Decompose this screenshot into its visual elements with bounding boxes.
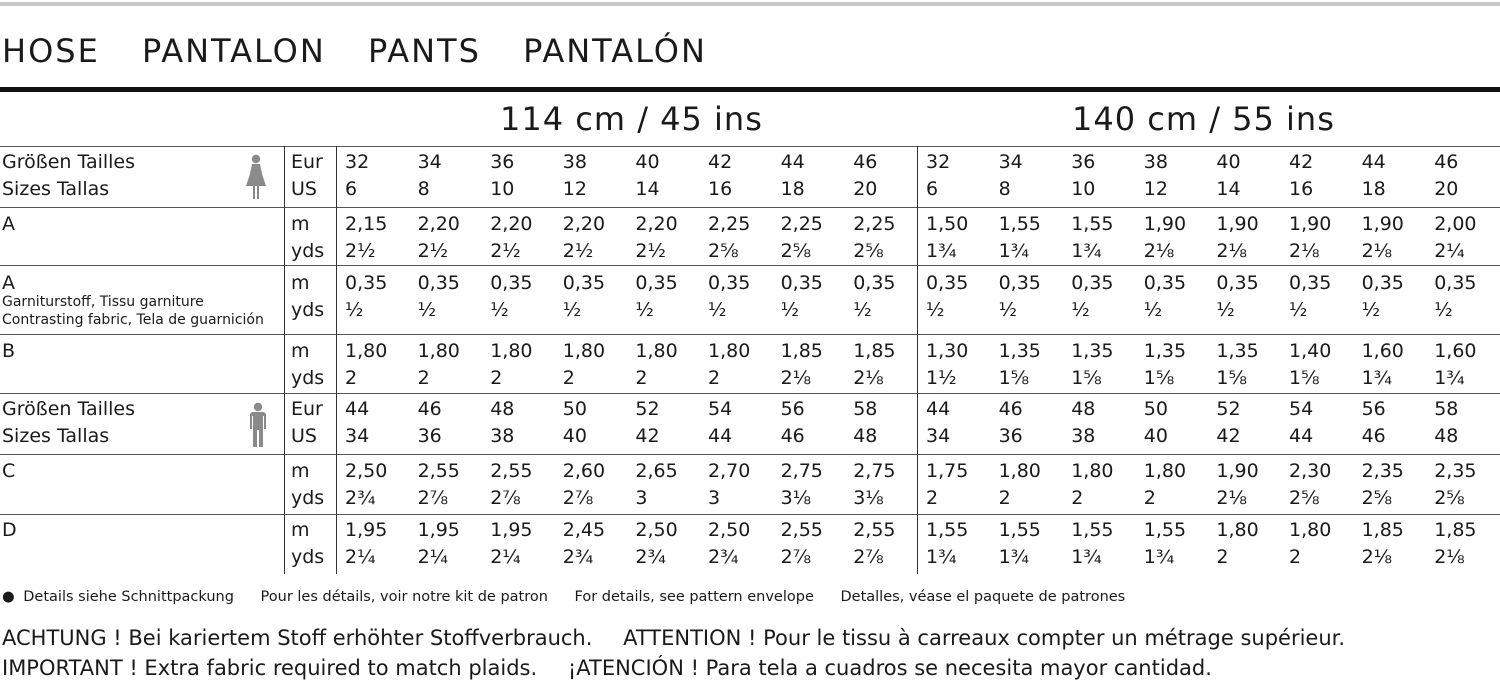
table-cell: 1,90	[1361, 213, 1404, 235]
note-de: Details siehe Schnittpackung	[23, 589, 234, 605]
table-cell: 12	[1143, 178, 1168, 200]
table-cell: 40	[562, 425, 587, 447]
table-cell: 1,85	[853, 340, 896, 362]
table-cell: 1¾	[1361, 367, 1393, 389]
table-cell: 1¾	[998, 240, 1030, 262]
row-divider	[0, 454, 1500, 455]
table-cell: 2,35	[1361, 460, 1404, 482]
table-cell: 16	[708, 178, 733, 200]
table-cell: 2⅛	[1361, 546, 1393, 568]
table-cell: 0,35	[1143, 272, 1187, 294]
table-cell: ½	[417, 299, 437, 321]
table-cell: 1,80	[562, 340, 606, 362]
table-cell: 2¾	[635, 546, 666, 568]
woman-figure-icon	[245, 154, 267, 200]
table-cell: 2,55	[417, 460, 460, 482]
table-cell: 0,35	[345, 272, 388, 294]
table-cell: 1¾	[1434, 367, 1465, 389]
table-cell: 1¾	[998, 546, 1030, 568]
table-cell: 1,35	[1216, 340, 1259, 362]
table-cell: ½	[853, 299, 872, 321]
table-cell: 2¼	[1434, 240, 1465, 262]
table-cell: 2¾	[345, 487, 376, 509]
table-cell: 1,95	[417, 519, 460, 541]
table-cell: 18	[1361, 178, 1386, 200]
table-cell: 3	[708, 487, 721, 509]
man-figure-icon	[248, 402, 268, 448]
table-cell: 2⅛	[853, 367, 884, 389]
table-cell: 1⅝	[998, 367, 1030, 389]
table-cell: 0,35	[780, 272, 823, 294]
table-cell: 2	[345, 367, 358, 389]
note-es: Detalles, véase el paquete de patrones	[840, 589, 1126, 605]
table-cell: 54	[708, 398, 733, 420]
table-cell: 0,35	[1361, 272, 1404, 294]
details-note	[2, 589, 1147, 605]
table-cell: 2,15	[345, 213, 388, 235]
table-cell: 2,60	[562, 460, 606, 482]
table-cell: 2,20	[490, 213, 533, 235]
table-cell: 1,90	[1216, 460, 1259, 482]
table-cell: 2	[562, 367, 575, 389]
table-cell: 1,80	[490, 340, 533, 362]
table-cell: ½	[1143, 299, 1163, 321]
table-cell: 54	[1289, 398, 1314, 420]
table-cell: 2⅝	[708, 240, 739, 262]
table-cell: 1,80	[1071, 460, 1114, 482]
plaid-warning-line-1	[2, 626, 1369, 650]
table-cell: 34	[998, 151, 1023, 173]
table-cell: 1,80	[708, 340, 751, 362]
table-cell: 48	[490, 398, 515, 420]
table-cell: 2,20	[562, 213, 606, 235]
table-cell: 0,35	[708, 272, 751, 294]
table-cell: 2½	[490, 240, 521, 262]
table-cell: 34	[926, 425, 951, 447]
women-unit-eur: Eur	[291, 151, 323, 173]
table-cell: 0,35	[417, 272, 460, 294]
table-cell: 58	[853, 398, 878, 420]
row-divider	[0, 334, 1500, 335]
table-cell: 0,35	[853, 272, 896, 294]
table-cell: 2,75	[853, 460, 896, 482]
table-cell: 1,55	[1143, 519, 1187, 541]
table-cell: 46	[1361, 425, 1386, 447]
table-cell: 1,35	[1071, 340, 1114, 362]
table-cell: 2½	[635, 240, 666, 262]
table-cell: 42	[708, 151, 733, 173]
table-cell: ½	[708, 299, 727, 321]
row-divider	[0, 146, 1500, 147]
unit-m: m	[291, 519, 310, 541]
table-cell: 32	[926, 151, 951, 173]
view-b-label: B	[2, 340, 16, 362]
row-divider	[0, 514, 1500, 515]
note-en: For details, see pattern envelope	[574, 589, 814, 605]
unit-m: m	[291, 272, 310, 294]
row-divider	[0, 207, 1500, 208]
row-divider	[0, 393, 1500, 394]
table-cell: 8	[417, 178, 430, 200]
men-unit-eur: Eur	[291, 398, 323, 420]
column-divider-units	[336, 146, 337, 574]
table-cell: 32	[345, 151, 370, 173]
table-cell: 2,30	[1289, 460, 1332, 482]
table-cell: 2⅝	[1361, 487, 1393, 509]
table-cell: 44	[345, 398, 370, 420]
table-cell: 2	[998, 487, 1011, 509]
table-cell: 2⅛	[1216, 487, 1247, 509]
table-cell: 38	[490, 425, 515, 447]
table-cell: 2,00	[1434, 213, 1477, 235]
table-cell: 44	[1361, 151, 1386, 173]
table-cell: 48	[1071, 398, 1096, 420]
table-cell: 2⅛	[1289, 240, 1320, 262]
table-cell: 34	[345, 425, 370, 447]
table-cell: 2,50	[345, 460, 388, 482]
table-cell: 18	[780, 178, 805, 200]
table-cell: 48	[1434, 425, 1459, 447]
table-cell: 0,35	[562, 272, 606, 294]
table-cell: 2⅛	[1216, 240, 1247, 262]
women-size-label-en-es: Sizes Tallas	[2, 178, 110, 200]
view-a-label: A	[2, 213, 15, 235]
table-cell: 46	[780, 425, 805, 447]
table-cell: 1,80	[998, 460, 1041, 482]
table-cell: 2,20	[635, 213, 678, 235]
table-cell: 6	[926, 178, 939, 200]
unit-m: m	[291, 213, 310, 235]
contrast-sub-en-es: Contrasting fabric, Tela de guarnición	[2, 312, 264, 328]
table-cell: 2,25	[708, 213, 751, 235]
table-cell: 16	[1289, 178, 1314, 200]
warning-en: IMPORTANT ! Extra fabric required to match plaids.	[2, 656, 538, 680]
table-cell: 44	[708, 425, 733, 447]
table-cell: 2,55	[490, 460, 533, 482]
table-cell: 1,80	[345, 340, 388, 362]
table-cell: 36	[1071, 151, 1096, 173]
table-cell: 20	[1434, 178, 1459, 200]
table-cell: 2,35	[1434, 460, 1477, 482]
table-cell: 3⅛	[780, 487, 812, 509]
women-unit-us: US	[291, 178, 317, 200]
table-cell: ½	[345, 299, 364, 321]
table-cell: 1,90	[1289, 213, 1332, 235]
table-cell: 1¾	[1071, 240, 1102, 262]
table-cell: 1,80	[1216, 519, 1259, 541]
unit-yds: yds	[291, 240, 325, 262]
men-unit-us: US	[291, 425, 317, 447]
column-divider-labels	[284, 146, 285, 574]
table-cell: 1,80	[1289, 519, 1332, 541]
table-cell: 2,55	[780, 519, 823, 541]
note-fr: Pour les détails, voir notre kit de patron	[260, 589, 548, 605]
table-cell: 1,90	[1216, 213, 1259, 235]
table-cell: 2,25	[780, 213, 823, 235]
table-cell: 1,35	[1143, 340, 1187, 362]
table-cell: 2⅝	[1434, 487, 1465, 509]
view-a-contrast-label: A	[2, 272, 15, 294]
table-cell: 1⅝	[1289, 367, 1320, 389]
warning-fr: ATTENTION ! Pour le tissu à carreaux compter un métrage supérieur.	[623, 626, 1346, 650]
table-cell: ½	[926, 299, 945, 321]
title-en: PANTS	[367, 32, 481, 70]
table-cell: 1¾	[926, 240, 957, 262]
table-cell: 8	[998, 178, 1011, 200]
table-cell: 1¾	[926, 546, 957, 568]
table-cell: 1,80	[417, 340, 460, 362]
column-divider-widths	[917, 146, 918, 574]
table-cell: 1,50	[926, 213, 969, 235]
table-cell: 0,35	[490, 272, 533, 294]
table-cell: 2⅞	[562, 487, 594, 509]
table-cell: 38	[1071, 425, 1096, 447]
table-cell: 0,35	[998, 272, 1041, 294]
row-divider	[0, 265, 1500, 266]
table-cell: 40	[635, 151, 660, 173]
title-es: PANTALÓN	[523, 32, 707, 70]
width-header-114: 114 cm / 45 ins	[500, 100, 763, 138]
table-cell: 1,60	[1434, 340, 1477, 362]
table-cell: 1,85	[1434, 519, 1477, 541]
title-de: HOSE	[2, 32, 100, 70]
table-cell: 2	[708, 367, 721, 389]
table-cell: 50	[1143, 398, 1168, 420]
table-cell: 2⅝	[853, 240, 884, 262]
table-cell: 46	[417, 398, 442, 420]
table-cell: 2	[417, 367, 430, 389]
table-cell: 0,35	[1434, 272, 1477, 294]
table-cell: 10	[490, 178, 515, 200]
table-cell: 2⅞	[780, 546, 812, 568]
contrast-sub-de-fr: Garniturstoff, Tissu garniture	[2, 294, 204, 310]
table-cell: 1,60	[1361, 340, 1404, 362]
table-cell: 56	[780, 398, 805, 420]
table-cell: 2¼	[490, 546, 521, 568]
table-cell: ½	[1434, 299, 1453, 321]
table-cell: 2,50	[708, 519, 751, 541]
table-cell: 2½	[562, 240, 594, 262]
table-cell: 38	[1143, 151, 1168, 173]
table-cell: 14	[1216, 178, 1241, 200]
table-cell: 1,55	[1071, 519, 1114, 541]
table-cell: 12	[562, 178, 587, 200]
table-cell: 6	[345, 178, 358, 200]
table-cell: 1,95	[490, 519, 533, 541]
warning-es: ¡ATENCIÓN ! Para tela a cuadros se necesita mayor cantidad.	[567, 656, 1212, 680]
table-cell: 14	[635, 178, 660, 200]
table-cell: 2⅞	[853, 546, 884, 568]
unit-yds: yds	[291, 546, 325, 568]
table-cell: 40	[1143, 425, 1168, 447]
table-cell: 44	[926, 398, 951, 420]
table-cell: 1⅝	[1143, 367, 1175, 389]
table-cell: 1,55	[926, 519, 969, 541]
table-cell: ½	[562, 299, 582, 321]
table-cell: 2⅞	[417, 487, 449, 509]
table-cell: 36	[998, 425, 1023, 447]
table-cell: 46	[1434, 151, 1459, 173]
table-cell: 2⅝	[780, 240, 812, 262]
table-cell: 1,55	[1071, 213, 1114, 235]
table-cell: 2,45	[562, 519, 606, 541]
table-cell: 1,30	[926, 340, 969, 362]
table-cell: 48	[853, 425, 878, 447]
table-cell: 2,65	[635, 460, 678, 482]
view-d-label: D	[2, 519, 17, 541]
table-cell: 46	[853, 151, 878, 173]
table-cell: 2⅛	[1434, 546, 1465, 568]
table-cell: ½	[1071, 299, 1090, 321]
table-cell: 2¼	[417, 546, 449, 568]
unit-yds: yds	[291, 367, 325, 389]
table-cell: ½	[635, 299, 654, 321]
table-cell: 0,35	[1289, 272, 1332, 294]
men-size-label-de-fr: Größen Tailles	[2, 398, 136, 420]
table-cell: 56	[1361, 398, 1386, 420]
table-cell: 2⅛	[780, 367, 812, 389]
table-cell: 3⅛	[853, 487, 884, 509]
table-cell: 2,70	[708, 460, 751, 482]
table-cell: 2	[1289, 546, 1302, 568]
table-cell: 36	[490, 151, 515, 173]
table-cell: 20	[853, 178, 878, 200]
table-cell: 1¾	[1143, 546, 1175, 568]
table-cell: 2	[1071, 487, 1084, 509]
table-cell: 1,55	[998, 519, 1041, 541]
women-size-label-de-fr: Größen Tailles	[2, 151, 136, 173]
unit-m: m	[291, 340, 310, 362]
table-cell: ½	[1289, 299, 1308, 321]
table-cell: 46	[998, 398, 1023, 420]
table-cell: 2,55	[853, 519, 896, 541]
table-cell: 44	[780, 151, 805, 173]
men-size-label-en-es: Sizes Tallas	[2, 425, 110, 447]
table-cell: 36	[417, 425, 442, 447]
table-cell: 2	[490, 367, 503, 389]
table-cell: 1⅝	[1216, 367, 1247, 389]
table-cell: 52	[635, 398, 660, 420]
table-cell: 1,75	[926, 460, 969, 482]
table-cell: ½	[780, 299, 800, 321]
page-title	[2, 32, 737, 70]
table-cell: 58	[1434, 398, 1459, 420]
title-fr: PANTALON	[141, 32, 326, 70]
width-header-140: 140 cm / 55 ins	[1072, 100, 1335, 138]
table-cell: 10	[1071, 178, 1096, 200]
table-cell: 2	[635, 367, 648, 389]
table-cell: 0,35	[1216, 272, 1259, 294]
table-cell: ½	[998, 299, 1018, 321]
table-cell: 50	[562, 398, 587, 420]
table-cell: 34	[417, 151, 442, 173]
table-cell: 1,85	[1361, 519, 1404, 541]
table-cell: 2,20	[417, 213, 460, 235]
table-cell: 2	[926, 487, 939, 509]
table-cell: 2¾	[708, 546, 739, 568]
table-cell: 42	[1216, 425, 1241, 447]
table-cell: 2½	[345, 240, 376, 262]
unit-yds: yds	[291, 487, 325, 509]
table-cell: 1,90	[1143, 213, 1187, 235]
table-cell: 1⅝	[1071, 367, 1102, 389]
table-cell: 1¾	[1071, 546, 1102, 568]
table-cell: 0,35	[926, 272, 969, 294]
table-cell: 2,25	[853, 213, 896, 235]
table-cell: 40	[1216, 151, 1241, 173]
table-cell: 2	[1143, 487, 1156, 509]
table-cell: ½	[1361, 299, 1381, 321]
table-cell: 1,55	[998, 213, 1041, 235]
table-cell: 2⅛	[1361, 240, 1393, 262]
table-cell: 38	[562, 151, 587, 173]
table-cell: 1,80	[635, 340, 678, 362]
bullet-icon: ●	[2, 589, 15, 605]
table-cell: 0,35	[635, 272, 678, 294]
plaid-warning-line-2	[2, 656, 1236, 680]
table-cell: ½	[490, 299, 509, 321]
top-divider	[0, 2, 1500, 6]
view-c-label: C	[2, 460, 16, 482]
table-cell: 1,40	[1289, 340, 1332, 362]
table-cell: ½	[1216, 299, 1235, 321]
unit-yds: yds	[291, 299, 325, 321]
table-cell: 44	[1289, 425, 1314, 447]
table-cell: 42	[635, 425, 660, 447]
table-cell: 3	[635, 487, 648, 509]
table-cell: 2½	[417, 240, 449, 262]
title-rule	[0, 87, 1500, 92]
table-cell: 2,50	[635, 519, 678, 541]
table-cell: 2¼	[345, 546, 376, 568]
table-cell: 1,85	[780, 340, 823, 362]
table-cell: 1½	[926, 367, 957, 389]
table-cell: 1,35	[998, 340, 1041, 362]
table-cell: 2	[1216, 546, 1229, 568]
table-cell: 42	[1289, 151, 1314, 173]
warning-de: ACHTUNG ! Bei kariertem Stoff erhöhter Stoffverbrauch.	[2, 626, 593, 650]
table-cell: 2⅞	[490, 487, 521, 509]
table-cell: 1,95	[345, 519, 388, 541]
table-cell: 52	[1216, 398, 1241, 420]
table-cell: 2,75	[780, 460, 823, 482]
unit-m: m	[291, 460, 310, 482]
table-cell: 0,35	[1071, 272, 1114, 294]
table-cell: 2⅛	[1143, 240, 1175, 262]
table-cell: 1,80	[1143, 460, 1187, 482]
table-cell: 2¾	[562, 546, 594, 568]
table-cell: 2⅝	[1289, 487, 1320, 509]
